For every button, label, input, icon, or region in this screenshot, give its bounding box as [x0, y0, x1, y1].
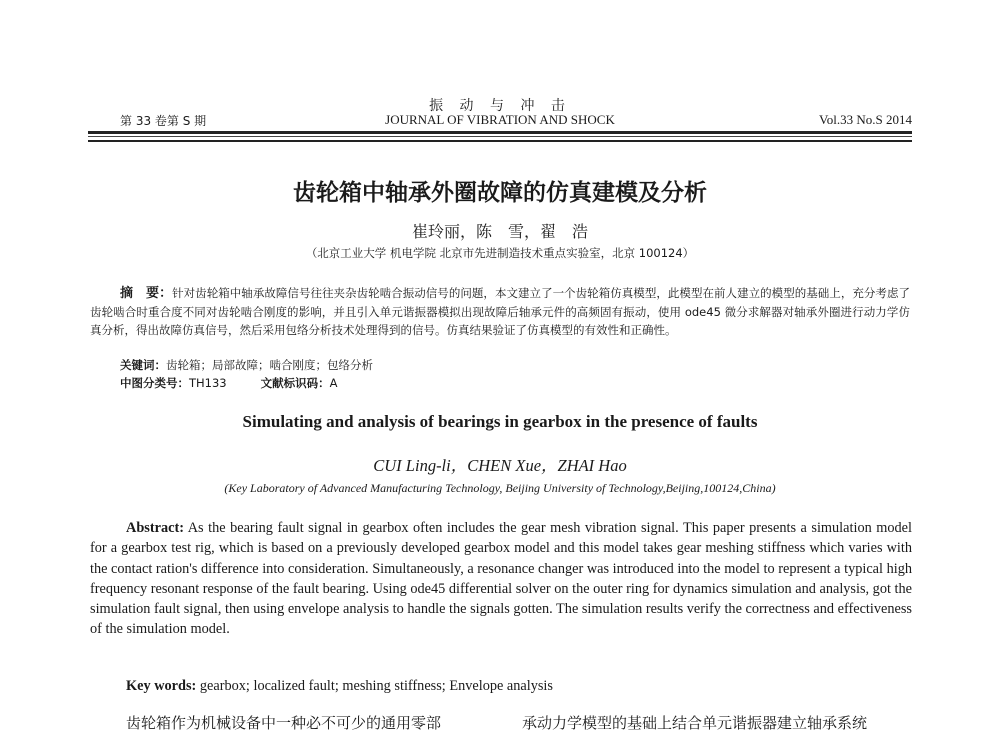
affiliation-en: (Key Laboratory of Advanced Manufacturing Technology, Beijing University of Technology,Beijing,100124,China) — [224, 481, 776, 495]
abstract-en-text: As the bearing fault signal in gearbox often includes the gear mesh vibration signal. This paper presents a simulation model for a gearbox test rig, which is based on a previously developed gearbox model and this model takes gear meshing stiffness which varies with the contact ration's difference into consideration. Simultaneously, a resonance changer was introduced into the model to represent a typical high frequency resonant response of the fault bearing. Using ode45 differential solver on the outer ring for dynamics simulation and analysis, got the simulation fault signal, then using envelope analysis to handle the signals gotten. The simulation results verify the correctness and effectiveness of the simulation model. — [90, 520, 912, 638]
keywords-en — [126, 678, 553, 695]
doc-code-value: A — [329, 376, 338, 390]
affiliation-cn: （北京工业大学 机电学院 北京市先进制造技术重点实验室，北京 100124） — [305, 246, 695, 260]
keywords-cn-text: 齿轮箱；局部故障；啮合刚度；包络分析 — [166, 358, 373, 372]
keywords-en-label: Key words: — [126, 678, 197, 694]
body-left-column-line: 齿轮箱作为机械设备中一种必不可少的通用零部 — [126, 714, 442, 732]
header-rule-thin — [88, 136, 912, 137]
journal-title-cn: 振 动 与 冲 击 — [429, 98, 571, 114]
keywords-en-text: gearbox; localized fault; meshing stiffness; Envelope analysis — [199, 678, 553, 694]
volume-info: Vol.33 No.S 2014 — [819, 112, 912, 127]
abstract-cn-label: 摘 要： — [120, 286, 173, 301]
header-rule-bottom — [88, 140, 912, 142]
authors-en: CUI Ling-li，CHEN Xue，ZHAI Hao — [373, 456, 627, 475]
journal-title-en: JOURNAL OF VIBRATION AND SHOCK — [385, 112, 615, 127]
keywords-cn — [120, 356, 940, 374]
authors-cn: 崔玲丽，陈 雪，翟 浩 — [411, 222, 588, 241]
classification — [120, 374, 940, 392]
issue-number: 第 33 卷第 S 期 — [120, 114, 207, 128]
abstract-en — [90, 518, 912, 640]
abstract-cn-text: 针对齿轮箱中轴承故障信号往往夹杂齿轮啮合振动信号的问题，本文建立了一个齿轮箱仿真模型，此模型在前人建立的模型的基础上，充分考虑了齿轮啮合时重合度不同对齿轮啮合刚度的影响，并且引入单元谐振器模拟出现故障后轴承元件的高频固有振动，使用 ode45 微分求解器对轴承外圈进行动力学仿真分析，得出故障仿真信号，然后采用包络分析技术处理得到的信号。仿真结果验证了仿真模型的有效性和正确性。 — [90, 286, 910, 337]
class-value: TH133 — [189, 376, 227, 390]
abstract-cn — [90, 284, 910, 339]
class-label: 中图分类号： — [120, 376, 189, 390]
keywords-cn-label: 关键词： — [120, 358, 166, 372]
doc-code-label: 文献标识码： — [260, 376, 330, 390]
abstract-en-label: Abstract: — [126, 520, 184, 536]
paper-title-en: Simulating and analysis of bearings in gearbox in the presence of faults — [242, 412, 758, 431]
body-right-column-line: 承动力学模型的基础上结合单元谐振器建立轴承系统 — [522, 714, 868, 732]
paper-title-cn: 齿轮箱中轴承外圈故障的仿真建模及分析 — [293, 180, 707, 206]
header-rule-thick — [88, 131, 912, 134]
